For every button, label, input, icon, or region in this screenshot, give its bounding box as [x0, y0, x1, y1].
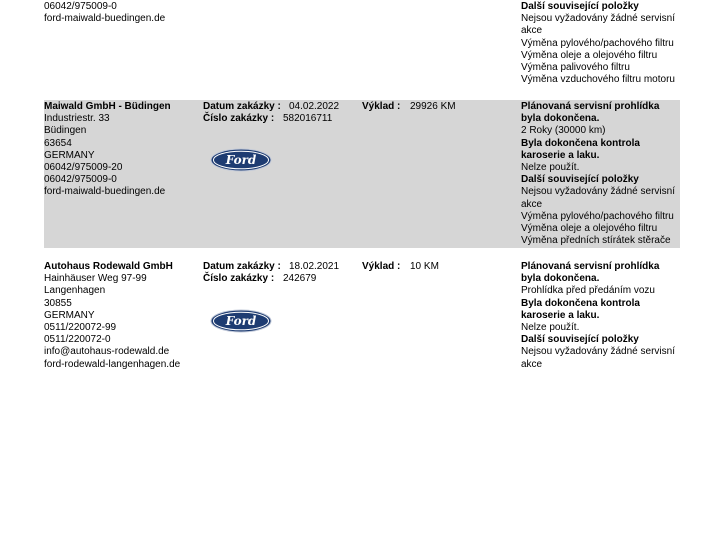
mileage-value: 10 KM [410, 261, 439, 272]
service-item: Výměna vzduchového filtru motoru [521, 74, 675, 86]
service-item-heading: Další související položky [521, 334, 639, 346]
mileage [362, 261, 439, 273]
service-record [44, 261, 680, 376]
mileage-label: Výklad : [362, 101, 401, 112]
dealer-website: ford-maiwald-buedingen.de [44, 186, 166, 198]
order-number: 582016711 [283, 113, 333, 125]
service-item: Výměna palivového filtru [521, 62, 630, 74]
mileage-label: Výklad : [362, 261, 401, 272]
service-items [521, 261, 681, 371]
order-date-label: Datum zakázky : [203, 101, 281, 112]
dealer-zip: 63654 [44, 137, 72, 149]
dealer-phone: 06042/975009-20 [44, 162, 123, 174]
service-item-heading: Plánovaná servisní prohlídka byla dokončena. [521, 101, 660, 125]
service-items [521, 1, 681, 86]
service-item: Nejsou vyžadovány žádné servisní akce [521, 186, 675, 210]
dealer-email: info@autohaus-rodewald.de [44, 346, 170, 358]
service-item: Výměna pylového/pachového filtru [521, 210, 674, 222]
service-item: Výměna oleje a olejového filtru [521, 223, 658, 235]
service-item: Výměna oleje a olejového filtru [521, 49, 658, 61]
order-date: 04.02.2022 [289, 101, 340, 112]
dealer-phone: 06042/975009-0 [44, 1, 117, 12]
service-item: Výměna pylového/pachového filtru [521, 37, 674, 49]
dealer-info [44, 261, 199, 371]
service-item: Nejsou vyžadovány žádné servisní akce [521, 346, 675, 370]
service-item: Prohlídka před předáním vozu [521, 285, 655, 297]
dealer-name: Autohaus Rodewald GmbH [44, 261, 173, 272]
dealer-phone: 0511/220072-0 [44, 334, 111, 346]
order-info [203, 261, 363, 285]
ford-logo-icon [210, 309, 272, 333]
dealer-phone: 0511/220072-99 [44, 322, 117, 334]
service-item: Nelze použít. [521, 162, 580, 174]
service-item-heading: Byla dokončena kontrola karoserie a laku. [521, 137, 640, 161]
dealer-address: Hainhäuser Weg 97-99 [44, 273, 147, 285]
dealer-address: Industriestr. 33 [44, 113, 110, 125]
service-item: 2 Roky (30000 km) [521, 125, 606, 137]
order-date: 18.02.2021 [289, 261, 340, 272]
service-item: Výměna předních stírátek stěrače [521, 235, 671, 247]
order-date-label: Datum zakázky : [203, 261, 281, 272]
service-item-heading: Další související položky [521, 174, 639, 186]
dealer-city: Langenhagen [44, 285, 106, 297]
service-item: Nejsou vyžadovány žádné servisní akce [521, 13, 675, 37]
dealer-website: ford-maiwald-buedingen.de [44, 13, 166, 25]
dealer-info [44, 101, 199, 199]
service-item-heading: Další související položky [521, 1, 639, 12]
order-number: 242679 [283, 273, 317, 285]
dealer-phone: 06042/975009-0 [44, 174, 117, 186]
order-number-label: Číslo zakázky : [203, 113, 275, 125]
service-item-heading: Plánovaná servisní prohlídka byla dokončena. [521, 261, 660, 285]
mileage-value: 29926 KM [410, 101, 456, 112]
dealer-name: Maiwald GmbH - Büdingen [44, 101, 171, 112]
order-info [203, 101, 363, 125]
service-record-continued [44, 1, 680, 91]
order-number-label: Číslo zakázky : [203, 273, 275, 285]
dealer-info [44, 1, 199, 25]
service-record [44, 100, 680, 248]
dealer-country: GERMANY [44, 309, 95, 321]
service-item-heading: Byla dokončena kontrola karoserie a laku. [521, 297, 640, 321]
service-item: Nelze použít. [521, 322, 580, 334]
dealer-website: ford-rodewald-langenhagen.de [44, 358, 181, 370]
service-items [521, 101, 681, 247]
dealer-city: Büdingen [44, 125, 87, 137]
svg-text:Ford: Ford [225, 314, 257, 328]
dealer-country: GERMANY [44, 149, 95, 161]
dealer-zip: 30855 [44, 297, 72, 309]
svg-text:Ford: Ford [225, 153, 257, 167]
ford-logo-icon [210, 148, 272, 172]
mileage [362, 101, 456, 113]
